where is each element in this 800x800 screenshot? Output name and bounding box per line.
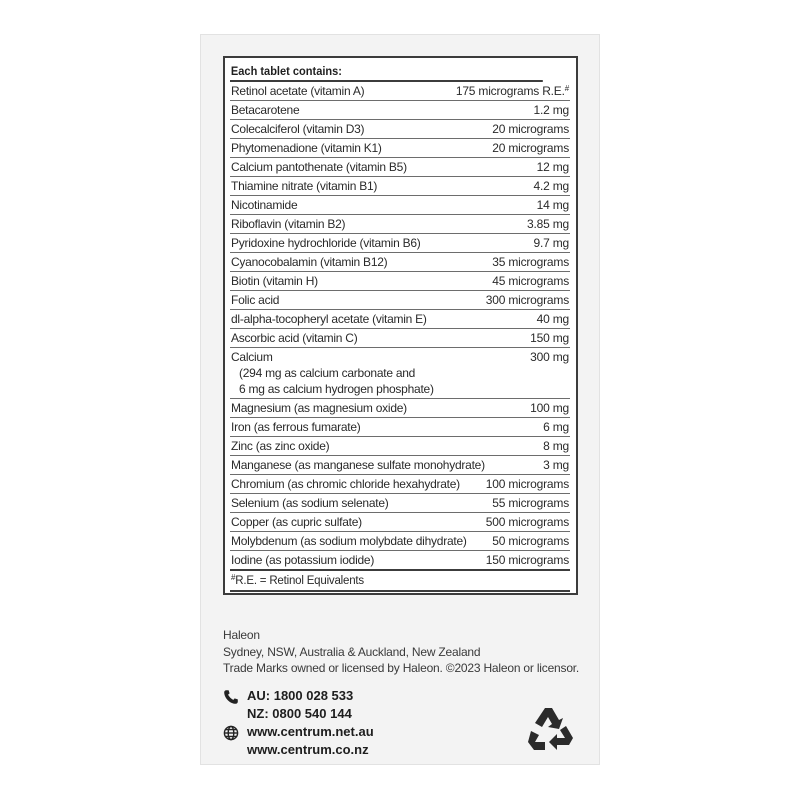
table-row: [230, 456, 570, 475]
ingredient-name: Iron (as ferrous fumarate): [231, 420, 361, 434]
ingredient-amount: 9.7 mg: [533, 236, 569, 250]
table-row: [230, 215, 570, 234]
ingredient-amount: 4.2 mg: [533, 179, 569, 193]
table-row: [230, 234, 570, 253]
globe-icon: [223, 725, 239, 741]
ingredient-amount: 3.85 mg: [527, 217, 569, 231]
ingredient-amount: 150 micrograms: [485, 553, 569, 567]
ingredient-name: Magnesium (as magnesium oxide): [231, 401, 407, 415]
ingredient-amount: 175 micrograms R.E.#: [455, 84, 569, 98]
table-row: [230, 272, 570, 291]
ingredient-name: Ascorbic acid (vitamin C): [231, 331, 358, 345]
table-row: [230, 399, 570, 418]
table-row: [230, 348, 570, 399]
table-row: [230, 253, 570, 272]
ingredient-amount: 3 mg: [543, 458, 569, 472]
supplement-facts-table: [223, 56, 578, 595]
ingredient-amount: 45 micrograms: [492, 274, 569, 288]
ingredient-amount: 8 mg: [543, 439, 569, 453]
ingredient-name: Chromium (as chromic chloride hexahydrate): [231, 477, 460, 491]
ingredient-amount: 100 micrograms: [485, 477, 569, 491]
table-footnote: #R.E. = Retinol Equivalents: [230, 571, 570, 592]
table-row: [230, 120, 570, 139]
table-header: Each tablet contains:: [230, 63, 543, 82]
ingredient-name: Biotin (vitamin H): [231, 274, 318, 288]
ingredient-name: Retinol acetate (vitamin A): [231, 84, 365, 98]
table-row: [230, 551, 570, 571]
company-name: Haleon: [223, 628, 260, 642]
ingredient-name: Molybdenum (as sodium molybdate dihydrate): [231, 534, 467, 548]
table-row: [230, 532, 570, 551]
ingredient-amount: 20 micrograms: [492, 141, 569, 155]
ingredient-name: Betacarotene: [231, 103, 300, 117]
ingredient-name: Iodine (as potassium iodide): [231, 553, 375, 567]
ingredient-name: Calcium pantothenate (vitamin B5): [231, 160, 407, 174]
ingredient-amount: 6 mg: [543, 420, 569, 434]
table-row: [230, 310, 570, 329]
ingredient-name: Colecalciferol (vitamin D3): [231, 122, 365, 136]
ingredient-name: Riboflavin (vitamin B2): [231, 217, 346, 231]
ingredient-amount: 300 mg: [530, 350, 569, 364]
ingredient-amount: 150 mg: [530, 331, 569, 345]
table-row: [230, 158, 570, 177]
website-au-link[interactable]: www.centrum.net.au: [247, 724, 374, 739]
table-row: [230, 475, 570, 494]
ingredient-name: Copper (as cupric sulfate): [231, 515, 362, 529]
table-row: [230, 139, 570, 158]
ingredient-name: Nicotinamide: [231, 198, 298, 212]
company-info: [223, 627, 579, 677]
phone-icon: [223, 689, 239, 705]
table-row: [230, 82, 570, 101]
ingredient-name: Zinc (as zinc oxide): [231, 439, 330, 453]
trademark-notice: Trade Marks owned or licensed by Haleon. ©2023 Haleon or licensor.: [223, 661, 580, 675]
table-row: [230, 101, 570, 120]
ingredient-amount: 20 micrograms: [492, 122, 569, 136]
table-row: [230, 494, 570, 513]
ingredient-amount: 300 micrograms: [485, 293, 569, 307]
table-row: [230, 291, 570, 310]
ingredient-name: Cyanocobalamin (vitamin B12): [231, 255, 388, 269]
ingredient-amount: 100 mg: [530, 401, 569, 415]
ingredient-detail: 6 mg as calcium hydrogen phosphate): [239, 382, 434, 396]
ingredient-detail: (294 mg as calcium carbonate and: [239, 366, 416, 380]
ingredient-name: Pyridoxine hydrochloride (vitamin B6): [231, 236, 421, 250]
ingredient-amount: 1.2 mg: [533, 103, 569, 117]
ingredient-amount: 14 mg: [536, 198, 569, 212]
ingredient-amount: 500 micrograms: [485, 515, 569, 529]
table-row: [230, 329, 570, 348]
ingredient-amount: 55 micrograms: [492, 496, 569, 510]
table-row: [230, 196, 570, 215]
website-nz-link[interactable]: www.centrum.co.nz: [247, 742, 369, 757]
table-row: [230, 418, 570, 437]
ingredient-name: Thiamine nitrate (vitamin B1): [231, 179, 378, 193]
company-address: Sydney, NSW, Australia & Auckland, New Zealand: [223, 644, 481, 659]
ingredient-amount: 12 mg: [536, 160, 569, 174]
table-row: [230, 437, 570, 456]
recycle-icon: [526, 704, 578, 754]
table-row: [230, 177, 570, 196]
ingredient-amount: 35 micrograms: [492, 255, 569, 269]
ingredient-amount: 50 micrograms: [492, 534, 569, 548]
ingredient-name: Phytomenadione (vitamin K1): [231, 141, 382, 155]
phone-au[interactable]: AU: 1800 028 533: [247, 688, 354, 703]
ingredient-amount: 40 mg: [536, 312, 569, 326]
table-row: [230, 513, 570, 532]
phone-nz[interactable]: NZ: 0800 540 144: [247, 706, 352, 721]
ingredient-name: [230, 349, 434, 397]
ingredient-name: Manganese (as manganese sulfate monohydrate): [231, 458, 485, 472]
ingredient-title: Calcium: [231, 350, 273, 364]
ingredient-name: dl-alpha-tocopheryl acetate (vitamin E): [231, 312, 427, 326]
ingredient-name: Folic acid: [231, 293, 280, 307]
ingredient-name: Selenium (as sodium selenate): [231, 496, 389, 510]
